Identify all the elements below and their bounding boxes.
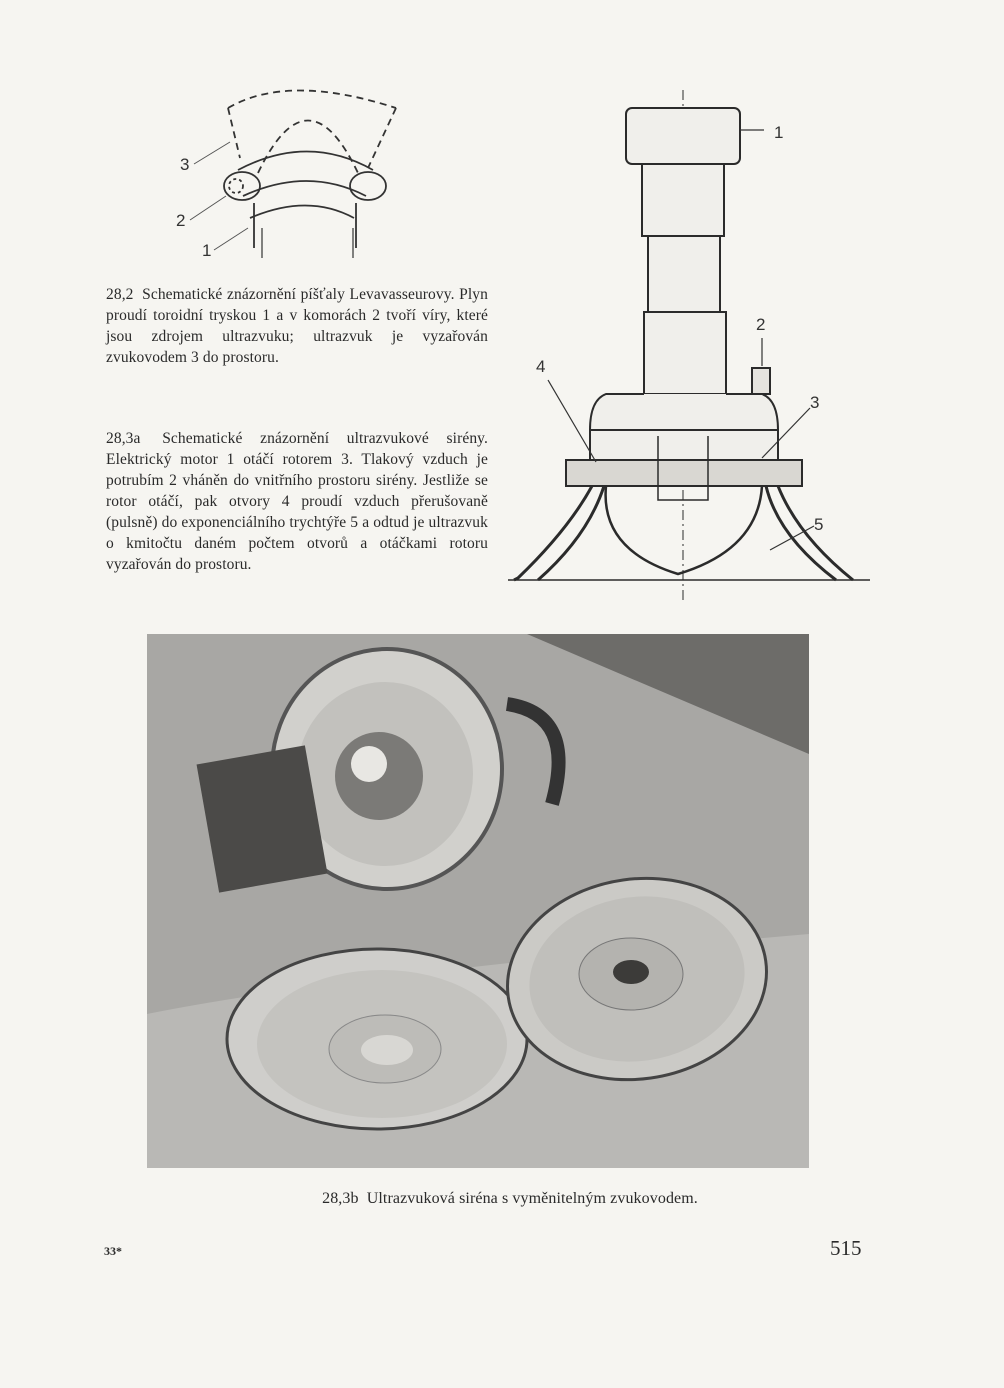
- caption-text: Schematické znázornění ultrazvukové sirény. Elektrický motor 1 otáčí rotorem 3. Tlakový vzduch je potrubím 2 vháněn do vnitřního prostoru sirény. Jestliže se rotor otáčí, pak otvory 4 proudí vzduch přerušovaně (pulsně) do exponenciálního trychtýře 5 a odtud je ultrazvuk o kmitočtu daném počtem otvorů a otáčkami rotoru vyzařován do prostoru.: [106, 430, 488, 573]
- fig283a-label-1: 1: [774, 123, 784, 142]
- page-number: 515: [830, 1236, 862, 1260]
- caption-label: 28,2: [106, 286, 134, 303]
- caption-28-3a: [106, 428, 488, 575]
- signature-mark: 33*: [104, 1244, 122, 1258]
- photo-illustration: [147, 634, 809, 1168]
- fig282-label-1: 1: [202, 241, 212, 260]
- caption-28-3b: [250, 1188, 770, 1209]
- figure-28-3a-siren-diagram: [508, 90, 870, 602]
- fig283a-label-3: 3: [810, 393, 820, 412]
- fig283a-label-5: 5: [814, 515, 824, 534]
- fig283a-label-4: 4: [536, 357, 546, 376]
- caption-text: Ultrazvuková siréna s vyměnitelným zvukovodem.: [366, 1190, 698, 1207]
- caption-text: Schematické znázornění píšťaly Levavasseurovy. Plyn proudí toroidní tryskou 1 a v komorách 2 tvoří víry, které jsou zdrojem ultrazvuku; ultrazvuk je vyzařován zvukovodem 3 do prostoru.: [106, 286, 488, 366]
- caption-28-2: [106, 284, 488, 368]
- rotor-plate-left: [227, 949, 527, 1129]
- fig282-label-2: 2: [176, 211, 186, 230]
- caption-label: 28,3a: [106, 430, 141, 447]
- photo-28-3b-siren: [147, 634, 809, 1168]
- fig283a-label-2: 2: [756, 315, 766, 334]
- fig282-label-3: 3: [180, 155, 190, 174]
- fig-28-2-labels: [176, 155, 211, 260]
- caption-label: 28,3b: [322, 1190, 359, 1207]
- figure-28-2-diagram: [168, 78, 408, 268]
